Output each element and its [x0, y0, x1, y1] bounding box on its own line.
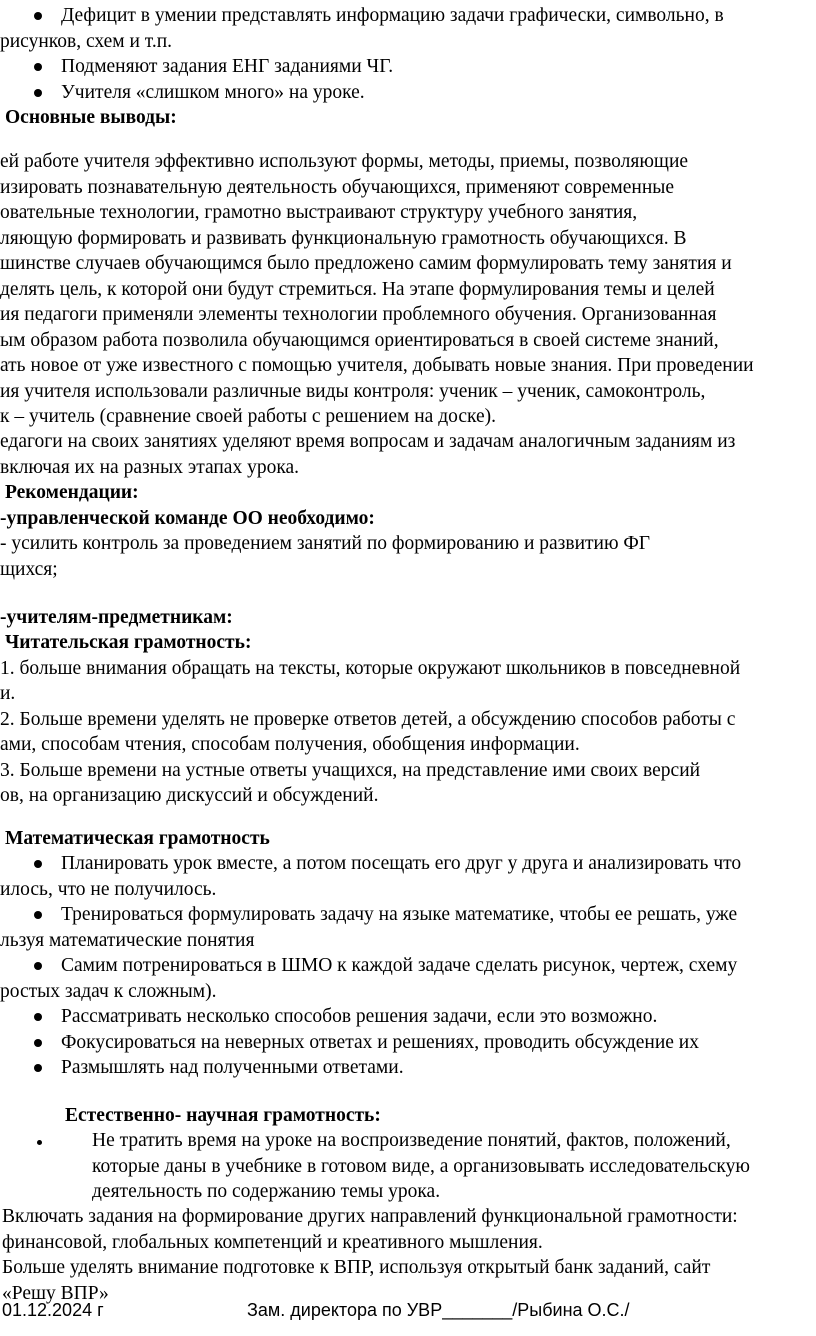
conclusions-line: ей работе учителя эффективно используют формы, методы, приемы, позволяющие — [0, 151, 689, 172]
recommendations-heading: Рекомендации: — [5, 482, 139, 503]
conclusions-line: овательные технологии, грамотно выстраивают структуру учебного занятия, — [0, 202, 638, 223]
admin-recommendation-cont: щихся; — [0, 559, 58, 580]
conclusions-line: ым образом работа позволила обучающимся ориентироваться в своей системе знаний, — [0, 330, 719, 351]
bullet-icon — [34, 63, 42, 71]
math-literacy-heading: Математическая грамотность — [5, 828, 270, 849]
conclusions-line: делять цель, к которой они будут стремиться. На этапе формулирования темы и целей — [0, 279, 715, 300]
reading-item-cont: ами, способам чтения, способам получения, обобщения информации. — [0, 734, 580, 755]
reading-item-cont: и. — [0, 683, 16, 704]
other-recommendation-cont: финансовой, глобальных компетенций и креативного мышления. — [2, 1232, 543, 1253]
bullet-icon — [37, 1140, 42, 1145]
math-item: Размышлять над полученными ответами. — [61, 1057, 404, 1078]
footer-date: 01.12.2024 г — [2, 1300, 104, 1320]
footer-signature: Зам. директора по УВР_______/Рыбина О.С./ — [247, 1300, 630, 1320]
conclusions-line: ия педагоги применяли элементы технологии проблемного обучения. Организованная — [0, 304, 717, 325]
admin-team-heading: -управленческой команде ОО необходимо: — [0, 508, 375, 529]
other-recommendation: Включать задания на формирование других направлений функциональной грамотности: — [2, 1206, 738, 1227]
other-recommendation: Больше уделять внимание подготовке к ВПР, используя открытый банк заданий, сайт — [2, 1257, 711, 1278]
problem-item-2: Подменяют задания ЕНГ заданиями ЧГ. — [61, 56, 394, 77]
math-item: Фокусироваться на неверных ответах и решениях, проводить обсуждение их — [61, 1032, 699, 1053]
problem-item-1-cont: рисунков, схем и т.п. — [0, 31, 173, 52]
reading-item: 1. больше внимания обращать на тексты, которые окружают школьников в повседневной — [0, 658, 741, 679]
reading-item: 3. Больше времени на устные ответы учащихся, на представление ими своих версий — [0, 760, 701, 781]
math-item-cont: ростых задач к сложным). — [0, 981, 217, 1002]
math-item: Тренироваться формулировать задачу на языке математике, чтобы ее решать, уже — [61, 904, 738, 925]
math-item: Рассматривать несколько способов решения задачи, если это возможно. — [61, 1006, 658, 1027]
bullet-icon — [34, 911, 42, 919]
bullet-icon — [34, 1064, 42, 1072]
conclusions-line: шинстве случаев обучающимся было предложено самим формулировать тему занятия и — [0, 253, 732, 274]
reading-item-cont: ов, на организацию дискуссий и обсуждений. — [0, 785, 379, 806]
conclusions-line: едагоги на своих занятиях уделяют время вопросам и задачам аналогичным заданиям из — [0, 431, 736, 452]
problem-item-3: Учителя «слишком много» на уроке. — [61, 82, 365, 103]
bullet-icon — [34, 89, 42, 97]
conclusions-line: к – учитель (сравнение своей работы с решением на доске). — [0, 406, 497, 427]
reading-literacy-heading: Читательская грамотность: — [5, 632, 252, 653]
bullet-icon — [34, 1013, 42, 1021]
conclusions-line: включая их на разных этапах урока. — [0, 457, 300, 478]
other-recommendation-cont: «Решу ВПР» — [2, 1283, 109, 1304]
science-item: Не тратить время на уроке на воспроизведение понятий, фактов, положений, — [92, 1130, 731, 1151]
bullet-icon — [34, 860, 42, 868]
math-item: Самим потренироваться в ШМО к каждой задаче сделать рисунок, чертеж, схему — [61, 955, 738, 976]
math-item: Планировать урок вместе, а потом посещать его друг у друга и анализировать что — [61, 853, 742, 874]
math-item-cont: илось, что не получилось. — [0, 879, 217, 900]
conclusions-heading: Основные выводы: — [5, 107, 177, 128]
science-item-cont: которые даны в учебнике в готовом виде, а организовывать исследовательскую — [92, 1156, 750, 1177]
bullet-icon — [34, 962, 42, 970]
admin-recommendation: - усилить контроль за проведением занятий по формированию и развитию ФГ — [0, 533, 651, 554]
bullet-icon — [34, 12, 42, 20]
conclusions-line: ляющую формировать и развивать функциональную грамотность обучающихся. В — [0, 228, 687, 249]
conclusions-line: ия учителя использовали различные виды контроля: ученик – ученик, самоконтроль, — [0, 381, 706, 402]
conclusions-line: ать новое от уже известного с помощью учителя, добывать новые знания. При проведении — [0, 355, 754, 376]
bullet-icon — [34, 1039, 42, 1047]
teachers-heading: -учителям-предметникам: — [0, 607, 233, 628]
reading-item: 2. Больше времени уделять не проверке ответов детей, а обсуждению способов работы с — [0, 709, 736, 730]
science-literacy-heading: Естественно- научная грамотность: — [65, 1105, 381, 1126]
problem-item-1: Дефицит в умении представлять информацию задачи графически, символьно, в — [61, 5, 724, 26]
conclusions-line: изировать познавательную деятельность обучающихся, применяют современные — [0, 177, 675, 198]
science-item-cont: деятельность по содержанию темы урока. — [92, 1181, 441, 1202]
math-item-cont: льзуя математические понятия — [0, 930, 255, 951]
